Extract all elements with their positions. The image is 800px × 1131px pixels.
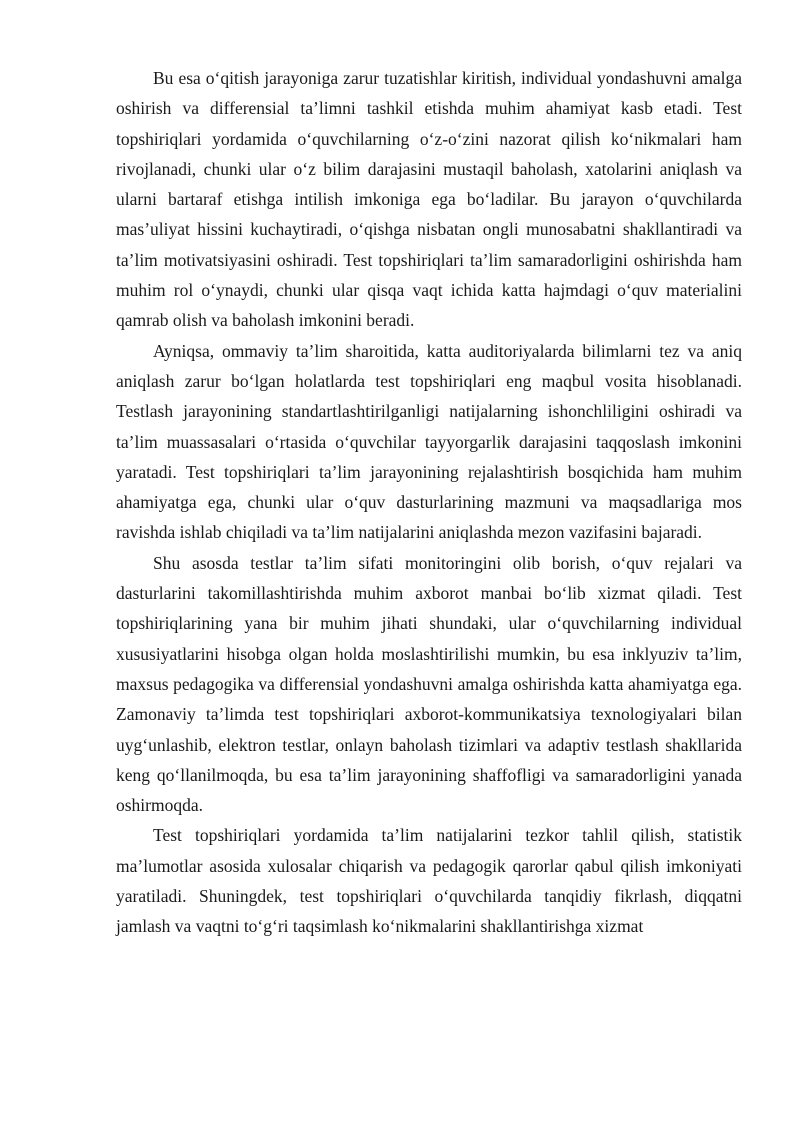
body-paragraph: Test topshiriqlari yordamida ta’lim natijalarini tezkor tahlil qilish, statistik ma’lumotlar asosida xulosalar chiqarish va pedagogik qarorlar qabul qilish imkoniyati yaratiladi. Shuningdek, test topshiriqlari o‘quvchilarda tanqidiy fikrlash, diqqatni jamlash va vaqtni to‘g‘ri taqsimlash ko‘nikmalarini shakllantirishga xizmat: [116, 825, 742, 937]
document-page: [116, 63, 742, 942]
body-paragraph: Shu asosda testlar ta’lim sifati monitoringini olib borish, o‘quv rejalari va dasturlarini takomillashtirishda muhim axborot manbai bo‘lib xizmat qiladi. Test topshiriqlarining yana bir muhim jihati shundaki, ular o‘quvchilarning individual xususiyatlarini hisobga olgan holda moslashtirilishi mumkin, bu esa inklyuziv ta’lim, maxsus pedagogika va differensial yondashuvni amalga oshirishda katta ahamiyatga ega. Zamonaviy ta’limda test topshiriqlari axborot-kommunikatsiya texnologiyalari bilan uyg‘unlashib, elektron testlar, onlayn baholash tizimlari va adaptiv testlash shakllarida keng qo‘llanilmoqda, bu esa ta’lim jarayonining shaffofligi va samaradorligini yanada oshirmoqda.: [116, 552, 742, 816]
body-paragraph: Bu esa o‘qitish jarayoniga zarur tuzatishlar kiritish, individual yondashuvni amalga oshirish va differensial ta’limni tashkil etishda muhim ahamiyat kasb etadi. Test topshiriqlari yordamida o‘quvchilarning o‘z-o‘zini nazorat qilish ko‘nikmalari ham rivojlanadi, chunki ular o‘z bilim darajasini mustaqil baholash, xatolarini aniqlash va ularni bartaraf etishga intilish imkoniga ega bo‘ladilar. Bu jarayon o‘quvchilarda mas’uliyat hissini kuchaytiradi, o‘qishga nisbatan ongli munosabatni shakllantiradi va ta’lim motivatsiyasini oshiradi. Test topshiriqlari ta’lim samaradorligini oshirishda ham muhim rol o‘ynaydi, chunki ular qisqa vaqt ichida katta hajmdagi o‘quv materialini qamrab olish va baholash imkonini beradi.: [116, 68, 742, 331]
body-paragraph: Ayniqsa, ommaviy ta’lim sharoitida, katta auditoriyalarda bilimlarni tez va aniq aniqlash zarur bo‘lgan holatlarda test topshiriqlari eng maqbul vosita hisoblanadi. Testlash jarayonining standartlashtirilganligi natijalarning ishonchliligini oshiradi va ta’lim muassasalari o‘rtasida o‘quvchilar tayyorgarlik darajasini taqqoslash imkonini yaratadi. Test topshiriqlari ta’lim jarayonining rejalashtirish bosqichida ham muhim ahamiyatga ega, chunki ular o‘quv dasturlarining mazmuni va maqsadlariga mos ravishda ishlab chiqiladi va ta’lim natijalarini aniqlashda mezon vazifasini bajaradi.: [116, 340, 742, 543]
